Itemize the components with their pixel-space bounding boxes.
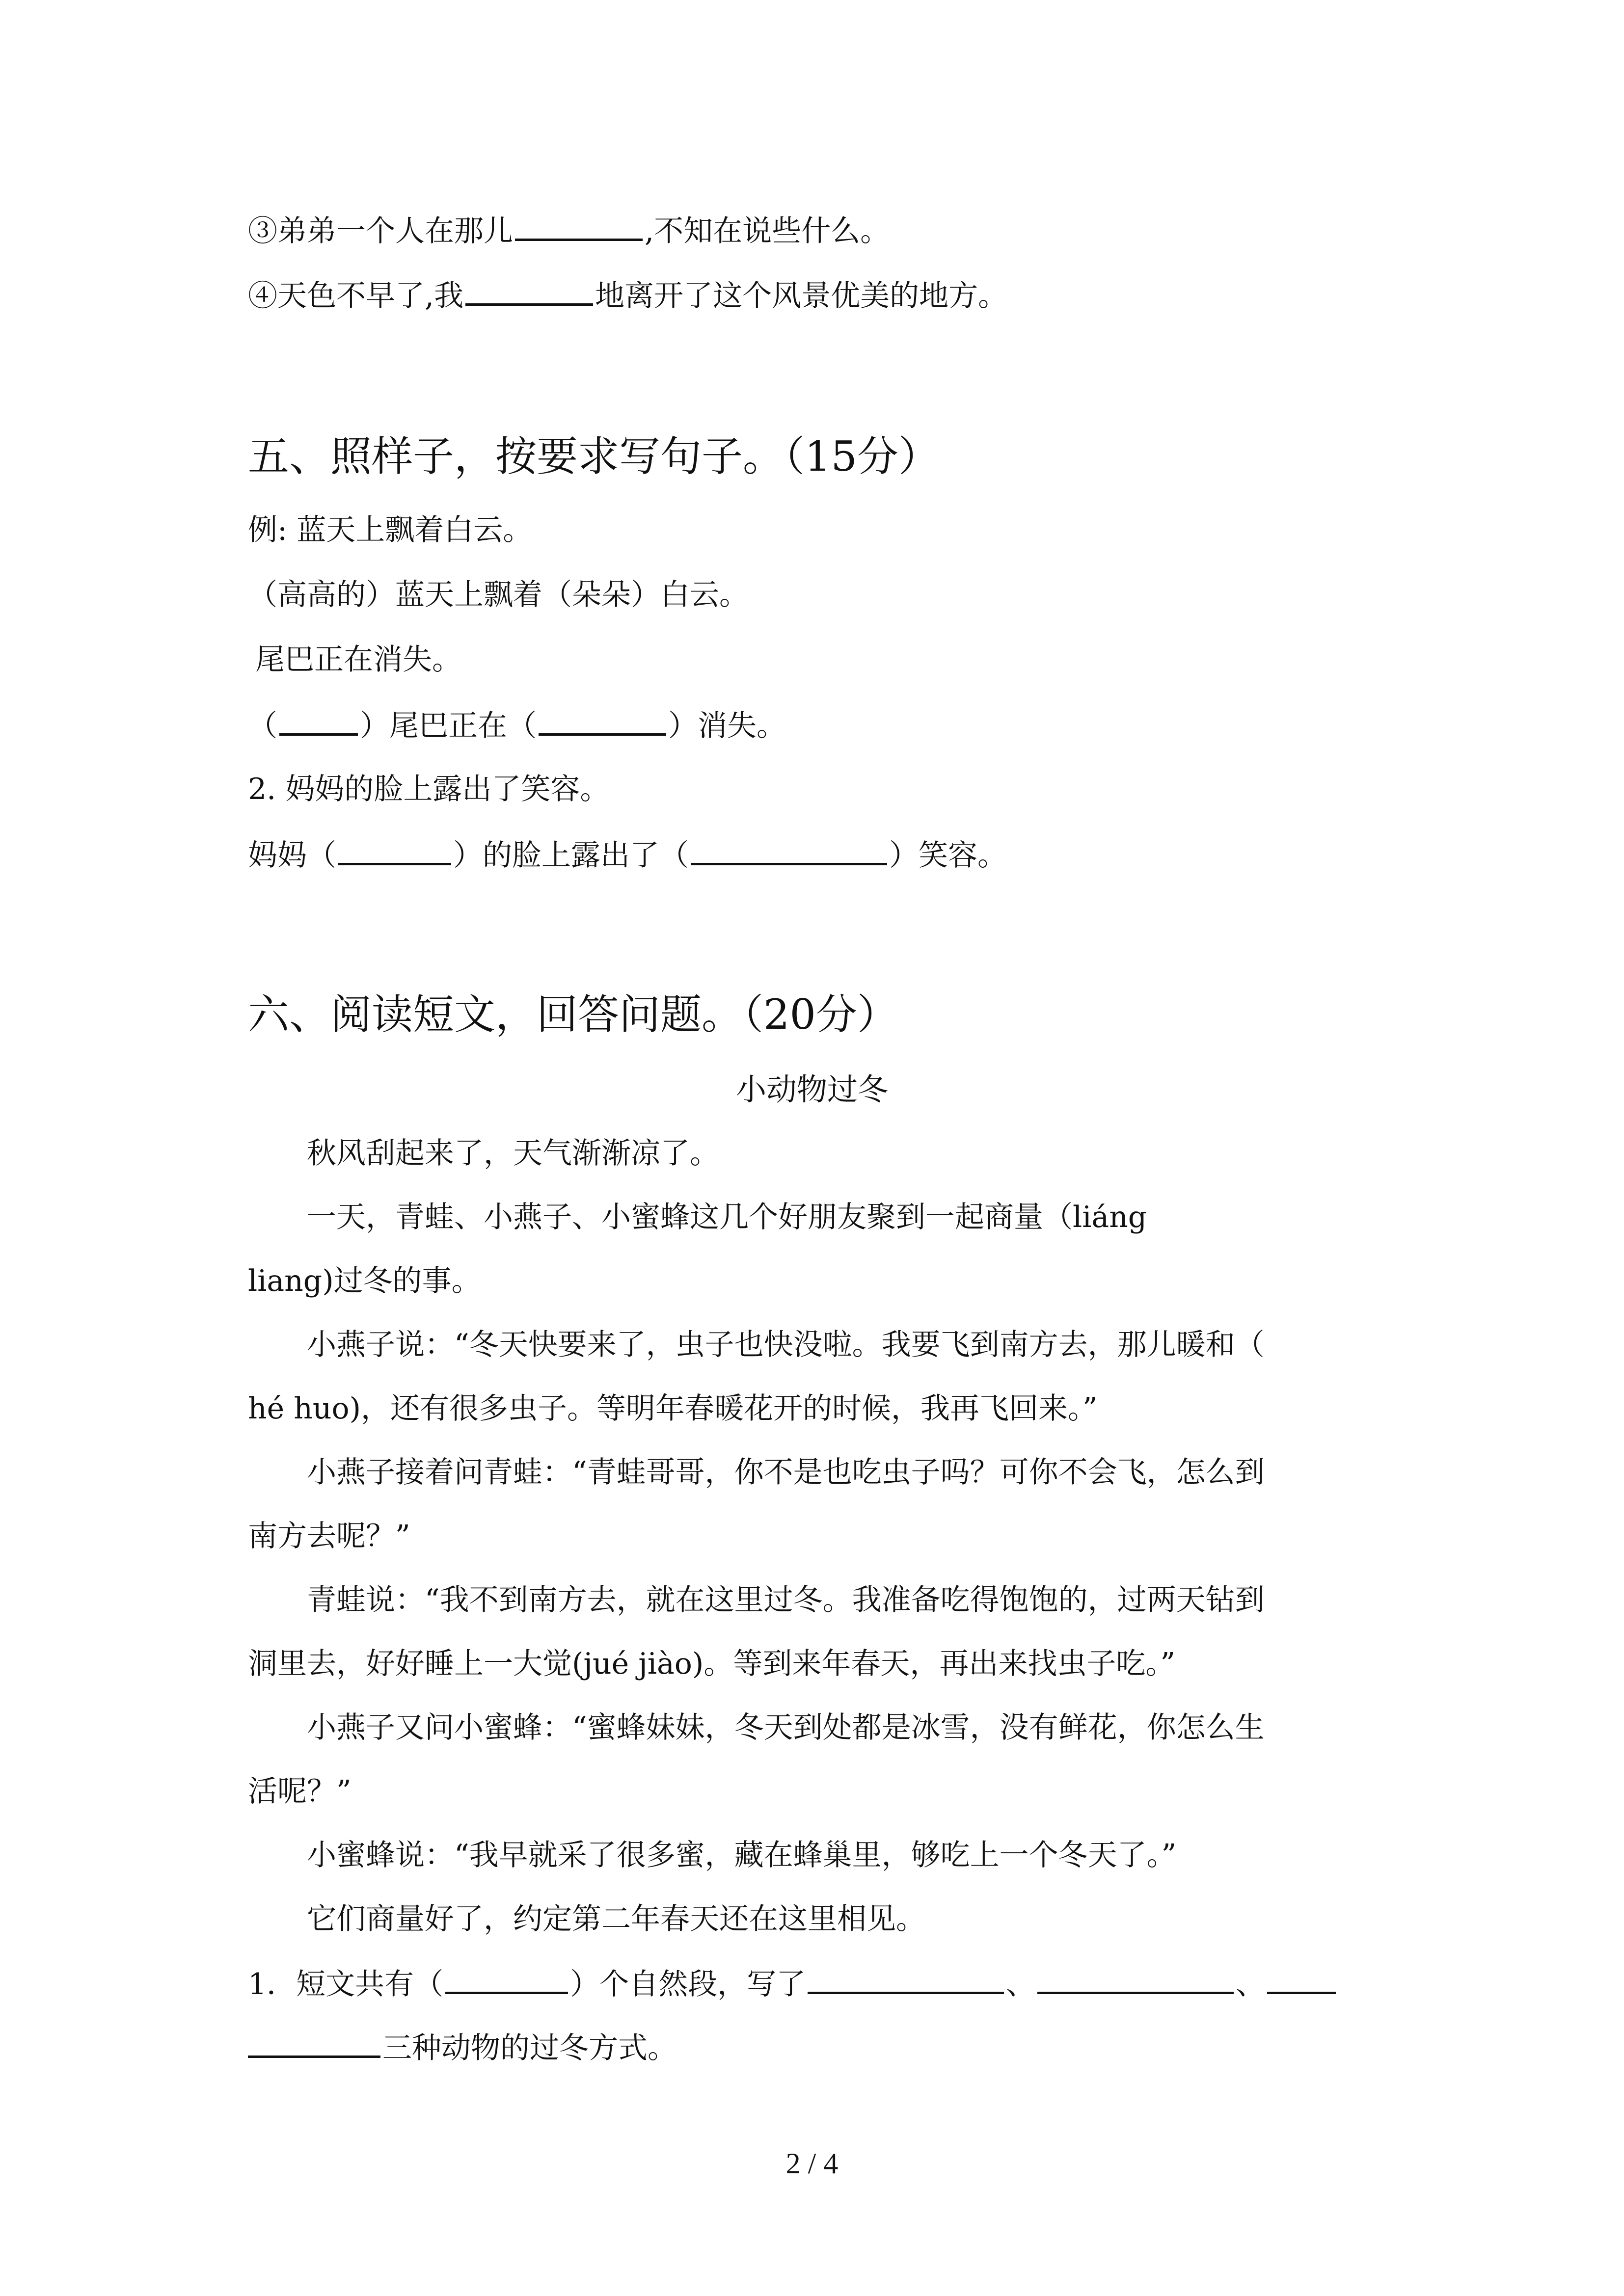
answer-blank[interactable]	[1037, 1963, 1234, 1994]
passage-line: 活呢？”	[248, 1774, 352, 1809]
passage-line: 小燕子又问小蜜蜂：“蜜蜂妹妹，冬天到处都是冰雪，没有鲜花，你怎么生	[307, 1710, 1265, 1745]
answer-blank[interactable]	[539, 705, 666, 736]
passage-line: 南方去呢？”	[248, 1519, 410, 1553]
fill-item-3-before: ③弟弟一个人在那儿	[248, 214, 513, 248]
question-text: 1．短文共有（	[248, 1967, 444, 2002]
passage-line: liang)过冬的事。	[248, 1264, 481, 1298]
section-6-heading: 六、阅读短文，回答问题。（20分）	[248, 990, 898, 1039]
passage-line: 小燕子说：“冬天快要来了，虫子也快没啦。我要飞到南方去，那儿暖和（	[307, 1328, 1265, 1362]
fill-text: ）的脸上露出了（	[453, 838, 689, 873]
passage-title: 小动物过冬	[735, 1071, 888, 1107]
answer-blank[interactable]	[445, 1963, 568, 1994]
fill-text: ）笑容。	[889, 838, 1007, 873]
fill-item-4-before: ④天色不早了,我	[248, 279, 464, 313]
answer-blank[interactable]	[465, 275, 593, 306]
passage-line: 洞里去，好好睡上一大觉(jué jiào)。等到来年春天，再出来找虫子吃。”	[248, 1647, 1176, 1681]
passage-line: hé huo)，还有很多虫子。等明年春暖花开的时候，我再飞回来。”	[248, 1391, 1098, 1426]
section-5-example: 例: 蓝天上飘着白云。	[248, 513, 533, 547]
page-number: 2 / 4	[785, 2147, 839, 2180]
question-text: 、	[1236, 1967, 1266, 2002]
passage-line: 一天，青蛙、小燕子、小蜜蜂这几个好朋友聚到一起商量（liáng	[307, 1200, 1147, 1234]
passage-line: 秋风刮起来了，天气渐渐凉了。	[307, 1136, 719, 1171]
section-5-heading: 五、照样子，按要求写句子。（15分）	[248, 432, 940, 481]
answer-blank[interactable]	[248, 2027, 380, 2058]
section-5-example-answer: （高高的）蓝天上飘着（朵朵）白云。	[248, 578, 749, 612]
fill-item-4-after: 地离开了这个风景优美的地方。	[595, 279, 1008, 313]
passage-line: 青蛙说：“我不到南方去，就在这里过冬。我准备吃得饱饱的，过两天钻到	[307, 1583, 1265, 1617]
fill-text: ）消失。	[668, 709, 786, 743]
question-1-line-2	[248, 2027, 1392, 2068]
answer-blank[interactable]	[338, 834, 451, 865]
answer-blank[interactable]	[515, 210, 643, 241]
section-5-q2-fill	[248, 834, 1392, 875]
passage-line: 它们商量好了，约定第二年春天还在这里相见。	[307, 1902, 925, 1936]
question-text: ）个自然段，写了	[570, 1967, 806, 2002]
question-1-line-1	[248, 1963, 1392, 2004]
fill-item-4	[248, 275, 1392, 316]
answer-blank[interactable]	[808, 1963, 1004, 1994]
section-5-q1-fill	[248, 705, 1392, 746]
question-text: 、	[1006, 1967, 1036, 2002]
question-text: 三种动物的过冬方式。	[382, 2031, 677, 2065]
fill-item-3	[248, 210, 1392, 251]
answer-blank[interactable]	[1267, 1963, 1336, 1994]
fill-item-3-after: ,不知在说些什么。	[645, 214, 890, 248]
passage-line: 小蜜蜂说：“我早就采了很多蜜，藏在蜂巢里，够吃上一个冬天了。”	[307, 1838, 1177, 1872]
fill-text: ）尾巴正在（	[360, 709, 537, 743]
answer-blank[interactable]	[691, 834, 887, 865]
fill-text: （	[248, 709, 277, 743]
answer-blank[interactable]	[279, 705, 358, 736]
section-5-q2-sentence: 2. 妈妈的脸上露出了笑容。	[248, 772, 610, 806]
passage-line: 小燕子接着问青蛙：“青蛙哥哥，你不是也吃虫子吗？可你不会飞，怎么到	[307, 1455, 1265, 1490]
section-5-q1-sentence: 尾巴正在消失。	[255, 642, 461, 677]
fill-text: 妈妈（	[248, 838, 336, 873]
